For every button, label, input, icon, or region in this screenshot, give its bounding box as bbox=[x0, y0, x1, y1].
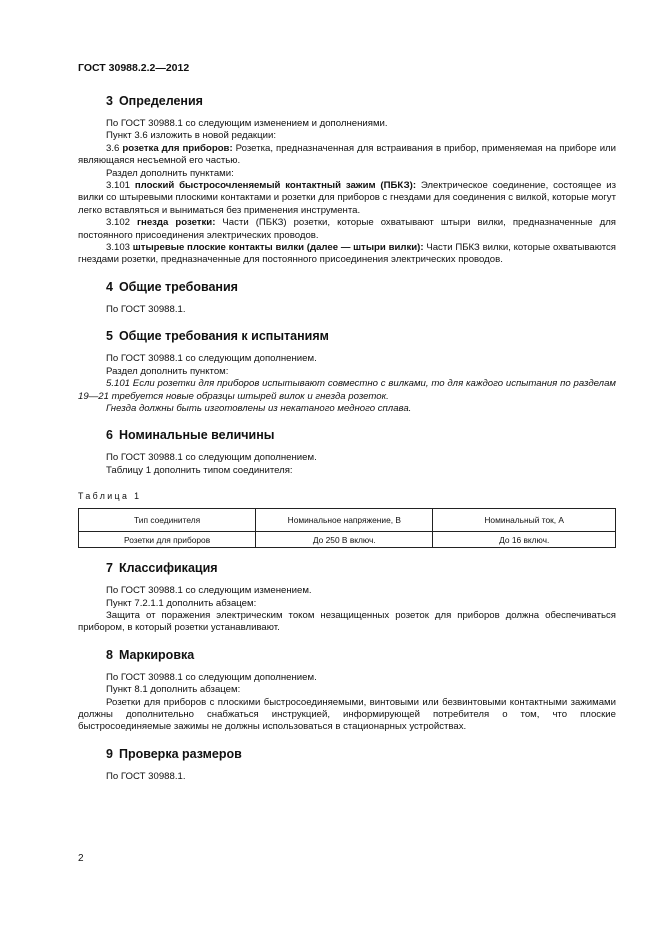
section-definitions bbox=[78, 94, 616, 267]
paragraph: Пункт 7.2.1.1 дополнить абзацем: bbox=[106, 597, 257, 609]
table-header-cell: Тип соединителя bbox=[79, 509, 256, 532]
section-heading: 4 Общие требования bbox=[106, 279, 238, 294]
definition-3-101: 3.101 плоский быстросочленяемый контактный зажим (ПБКЗ): Электрическое соединение, состоящее из вилки со штыревыми плоскими контактами и розетки для приборов с гнездами для соединения с вилкой, которые могут легко вставляться и выниматься без применения инструмента. bbox=[78, 180, 616, 216]
paragraph: По ГОСТ 30988.1 со следующим дополнением. bbox=[106, 452, 317, 464]
section-test-requirements bbox=[78, 329, 616, 415]
table-cell: Розетки для приборов bbox=[79, 532, 256, 548]
table-header-row bbox=[79, 509, 616, 532]
italic-paragraph: Гнезда должны быть изготовлены из некатаного медного сплава. bbox=[106, 402, 412, 414]
paragraph: По ГОСТ 30988.1. bbox=[106, 303, 186, 315]
definition-3-102: 3.102 гнезда розетки: Части (ПБКЗ) розетки, которые охватывают штыри вилки, предназначенные для постоянного присоединения электрических проводов. bbox=[78, 217, 616, 241]
term: штыревые плоские контакты вилки (далее — штыри вилки): bbox=[132, 242, 424, 254]
section-heading: 5 Общие требования к испытаниям bbox=[106, 329, 329, 344]
table-cell: До 250 В включ. bbox=[256, 532, 433, 548]
paragraph: Пункт 3.6 изложить в новой редакции: bbox=[106, 130, 276, 142]
paragraph: По ГОСТ 30988.1 со следующим изменением и дополнениями. bbox=[106, 118, 388, 129]
paragraph: Таблицу 1 дополнить типом соединителя: bbox=[106, 464, 293, 476]
italic-paragraph: 5.101 Если розетки для приборов испытывают совместно с вилками, то для каждого испытания по разделам 19—21 требуется новые образцы штырей вилок и гнезда розеток. bbox=[78, 378, 616, 402]
term: плоский быстросочленяемый контактный зажим (ПБКЗ): bbox=[134, 180, 417, 192]
page-number: 2 bbox=[78, 853, 84, 864]
section-heading: 6 Номинальные величины bbox=[106, 428, 275, 443]
term: розетка для приборов: bbox=[122, 142, 233, 154]
term: гнезда розетки: bbox=[137, 217, 216, 229]
table-row bbox=[79, 532, 616, 548]
paragraph: По ГОСТ 30988.1 со следующим дополнением. bbox=[106, 353, 317, 365]
section-heading: 8 Маркировка bbox=[106, 647, 195, 662]
section-marking bbox=[78, 648, 616, 734]
paragraph: Раздел дополнить пунктами: bbox=[106, 167, 234, 179]
paragraph: Пункт 8.1 дополнить абзацем: bbox=[106, 684, 241, 696]
table-header-cell: Номинальное напряжение, В bbox=[256, 509, 433, 532]
paragraph: Розетки для приборов с плоскими быстросоединяемыми, винтовыми или безвинтовыми контактными зажимами должны дополнительно снабжаться инструкцией, информирующей потребителя о том, что плоские быстросоединяемые зажимы не должны использоваться в стационарных устройствах. bbox=[78, 696, 616, 733]
section-ratings bbox=[78, 428, 616, 548]
paragraph: По ГОСТ 30988.1 со следующим дополнением. bbox=[106, 671, 317, 683]
ratings-table bbox=[78, 508, 616, 548]
section-dimensions bbox=[78, 747, 616, 783]
table-cell: До 16 включ. bbox=[433, 532, 616, 548]
paragraph: Раздел дополнить пунктом: bbox=[106, 365, 229, 377]
paragraph: По ГОСТ 30988.1. bbox=[106, 770, 186, 782]
definition-3-6: 3.6 розетка для приборов: Розетка, предназначенная для встраивания в прибор, применяемая на приборе или являющаяся несъемной его частью. bbox=[78, 142, 617, 167]
table-caption: Таблица 1 bbox=[78, 491, 142, 502]
definition-3-103: 3.103 штыревые плоские контакты вилки (далее — штыри вилки): Части ПБКЗ вилки, которые охватываются гнездами розетки, предназначенные для постоянного присоединения электрических проводов. bbox=[78, 242, 616, 266]
document-page bbox=[78, 62, 616, 783]
paragraph: Защита от поражения электрическим током незащищенных розеток для приборов должна обеспечиваться прибором, в который розетки устанавливают. bbox=[78, 609, 616, 634]
document-header: ГОСТ 30988.2.2—2012 bbox=[78, 62, 190, 74]
section-general-requirements bbox=[78, 280, 616, 316]
table-header-cell: Номинальный ток, А bbox=[433, 509, 616, 532]
section-heading: 9 Проверка размеров bbox=[106, 746, 242, 761]
section-classification bbox=[78, 561, 616, 635]
paragraph: По ГОСТ 30988.1 со следующим изменением. bbox=[106, 585, 312, 597]
section-heading: 7 Классификация bbox=[106, 561, 218, 576]
section-heading: 3 Определения bbox=[106, 94, 203, 108]
